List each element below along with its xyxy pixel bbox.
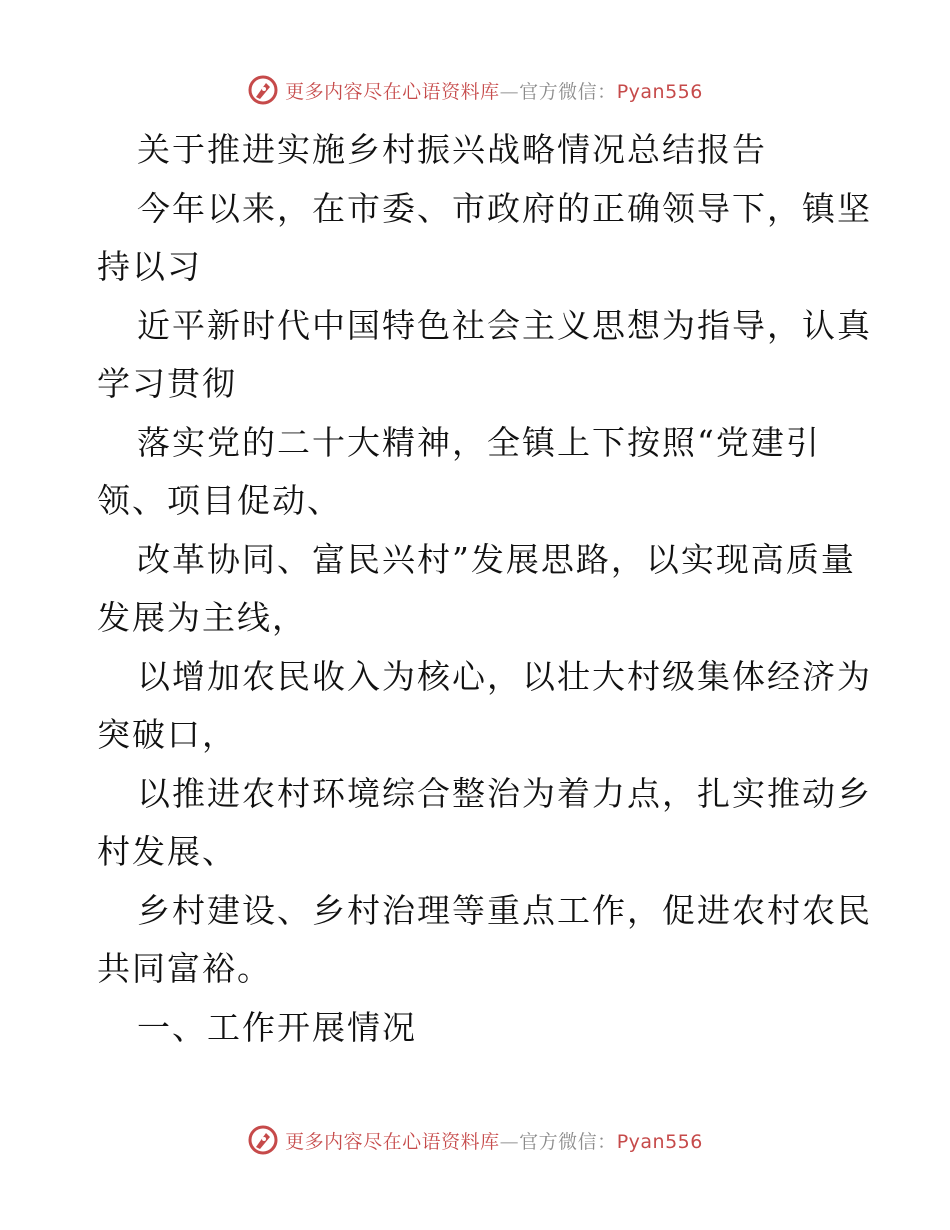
- watermark-text: [285, 1127, 703, 1154]
- watermark-group: [247, 74, 703, 106]
- watermark-wechat-id: Pyan556: [616, 1130, 703, 1153]
- watermark-text: [285, 77, 703, 104]
- paragraph-line: 突破口，: [97, 715, 237, 754]
- paragraph-line: 领、项目促动、: [97, 481, 342, 520]
- paragraph-line: 今年以来，在市委、市政府的正确领导下，镇坚: [137, 188, 872, 228]
- document-title: 关于推进实施乡村振兴战略情况总结报告: [137, 130, 767, 169]
- watermark-separator: —: [499, 80, 520, 103]
- document-body: [97, 121, 872, 1057]
- pen-nib-circle-icon: [247, 1124, 279, 1156]
- paragraph-line: 村发展、: [97, 832, 237, 871]
- paragraph-line: 发展为主线，: [97, 598, 307, 637]
- watermark-main-text: 更多内容尽在心语资料库: [285, 80, 500, 103]
- paragraph-line: 以推进农村环境综合整治为着力点，扎实推动乡: [137, 773, 872, 813]
- header-watermark: [0, 72, 950, 108]
- paragraph-line: 学习贯彻: [97, 364, 237, 403]
- paragraph-line: 近平新时代中国特色社会主义思想为指导，认真: [137, 305, 872, 345]
- watermark-label: 官方微信：: [519, 1130, 617, 1153]
- watermark-wechat-id: Pyan556: [616, 80, 703, 103]
- paragraph-line: 改革协同、富民兴村”发展思路，以实现高质量: [137, 539, 856, 579]
- section-heading: 一、工作开展情况: [137, 1007, 417, 1047]
- paragraph-line: 共同富裕。: [97, 949, 272, 988]
- watermark-separator: —: [499, 1130, 520, 1153]
- paragraph-line: 以增加农民收入为核心，以壮大村级集体经济为: [137, 656, 872, 696]
- pen-nib-circle-icon: [247, 74, 279, 106]
- watermark-label: 官方微信：: [519, 80, 617, 103]
- watermark-main-text: 更多内容尽在心语资料库: [285, 1130, 500, 1153]
- watermark-group: [247, 1124, 703, 1156]
- paragraph-line: 乡村建设、乡村治理等重点工作，促进农村农民: [137, 890, 872, 930]
- paragraph-line: 持以习: [97, 247, 202, 286]
- footer-watermark: [0, 1122, 950, 1158]
- paragraph-line: 落实党的二十大精神，全镇上下按照“党建引: [137, 422, 821, 462]
